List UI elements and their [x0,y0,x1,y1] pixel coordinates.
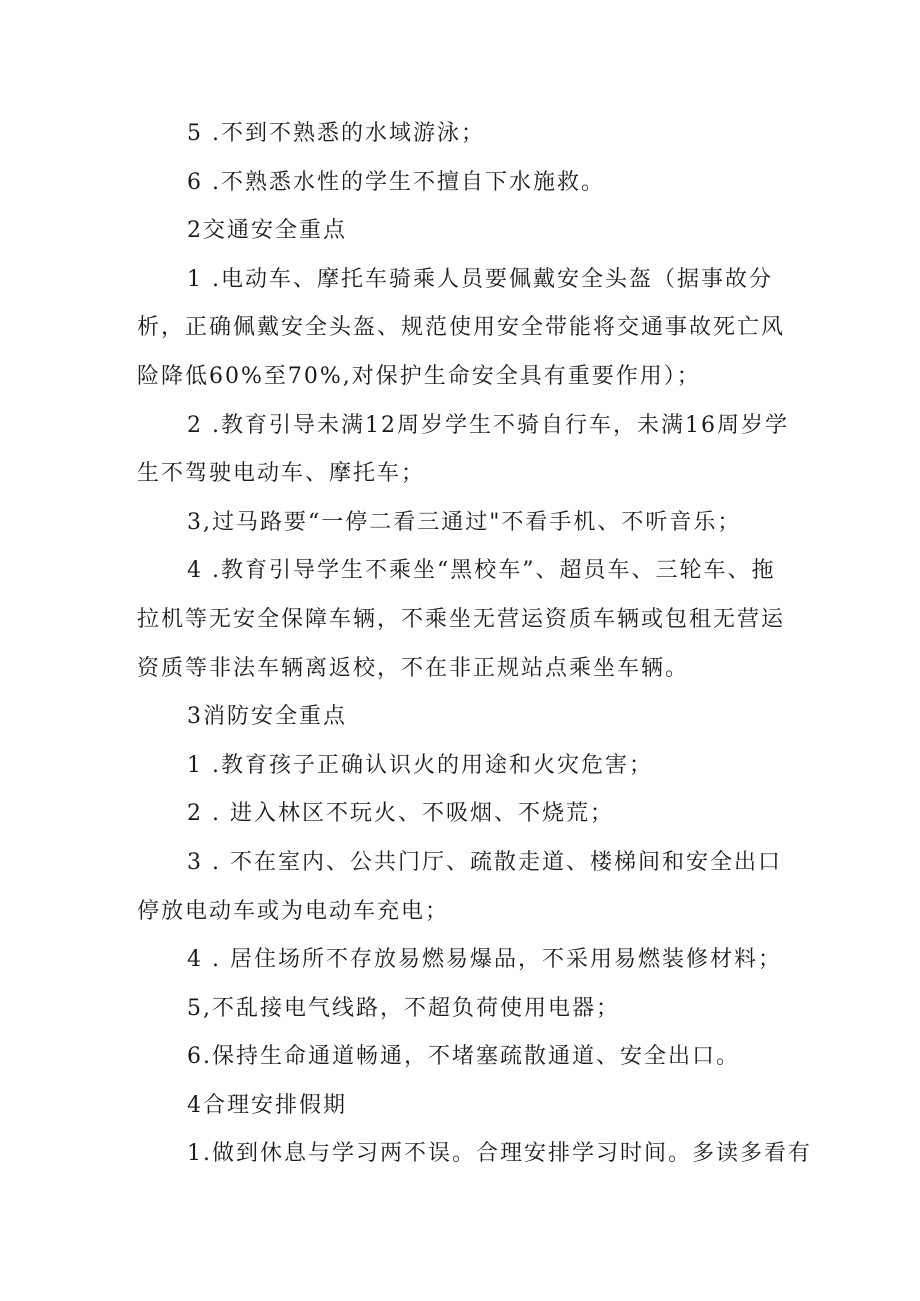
list-item-ebike-charging: 3 . 不在室内、公共门厅、疏散走道、楼梯间和安全出口停放电动车或为电动车充电； [137,849,782,924]
list-item-rest-and-study: 1.做到休息与学习两不误。合理安排学习时间。多读多看有 [187,1141,812,1167]
document-body [137,110,812,1179]
list-item-safe-vehicles: 4 .教育引导学生不乘坐“黑校车”、超员车、三轮车、拖拉机等无安全保障车辆，不乘坐无营运资质车辆或包租无营运资质等非法车辆离返校，不在非正规站点乘坐车辆。 [137,558,786,681]
list-item-emergency-exits: 6.保持生命通道畅通，不堵塞疏散通道、安全出口。 [187,1044,740,1070]
list-item-no-unfamiliar-waters: 5 .不到不熟悉的水域游泳； [187,121,485,146]
list-item-flammables: 4 . 居住场所不存放易燃易爆品，不采用易燃装修材料； [187,947,782,973]
list-item-forest-fire: 2 . 进入林区不玩火、不吸烟、不烧荒； [187,801,614,827]
list-item-age-limits: 2 .教育引导未满12周岁学生不骑自行车，未满16周岁学生不驾驶电动车、摩托车； [137,412,789,487]
section-heading-traffic-safety: 2交通安全重点 [187,218,347,244]
list-item-fire-awareness: 1 .教育孩子正确认识火的用途和火灾危害； [187,752,653,778]
section-heading-holiday-plan: 4合理安排假期 [187,1092,347,1118]
list-item-electrical-wiring: 5,不乱接电气线路，不超负荷使用电器； [187,995,620,1021]
list-item-crossing-road: 3,过马路要“一停二看三通过"不看手机、不听音乐； [187,509,742,535]
list-item-helmet: 1 .电动车、摩托车骑乘人员要佩戴安全头盔（据事故分析，正确佩戴安全头盔、规范使用安全带能将交通事故死亡风险降低60%至70%,对保护生命安全具有重要作用）； [137,266,786,389]
list-item-no-rescue-attempt: 6 .不熟悉水性的学生不擅自下水施救。 [187,169,605,195]
section-heading-fire-safety: 3消防安全重点 [187,704,347,730]
